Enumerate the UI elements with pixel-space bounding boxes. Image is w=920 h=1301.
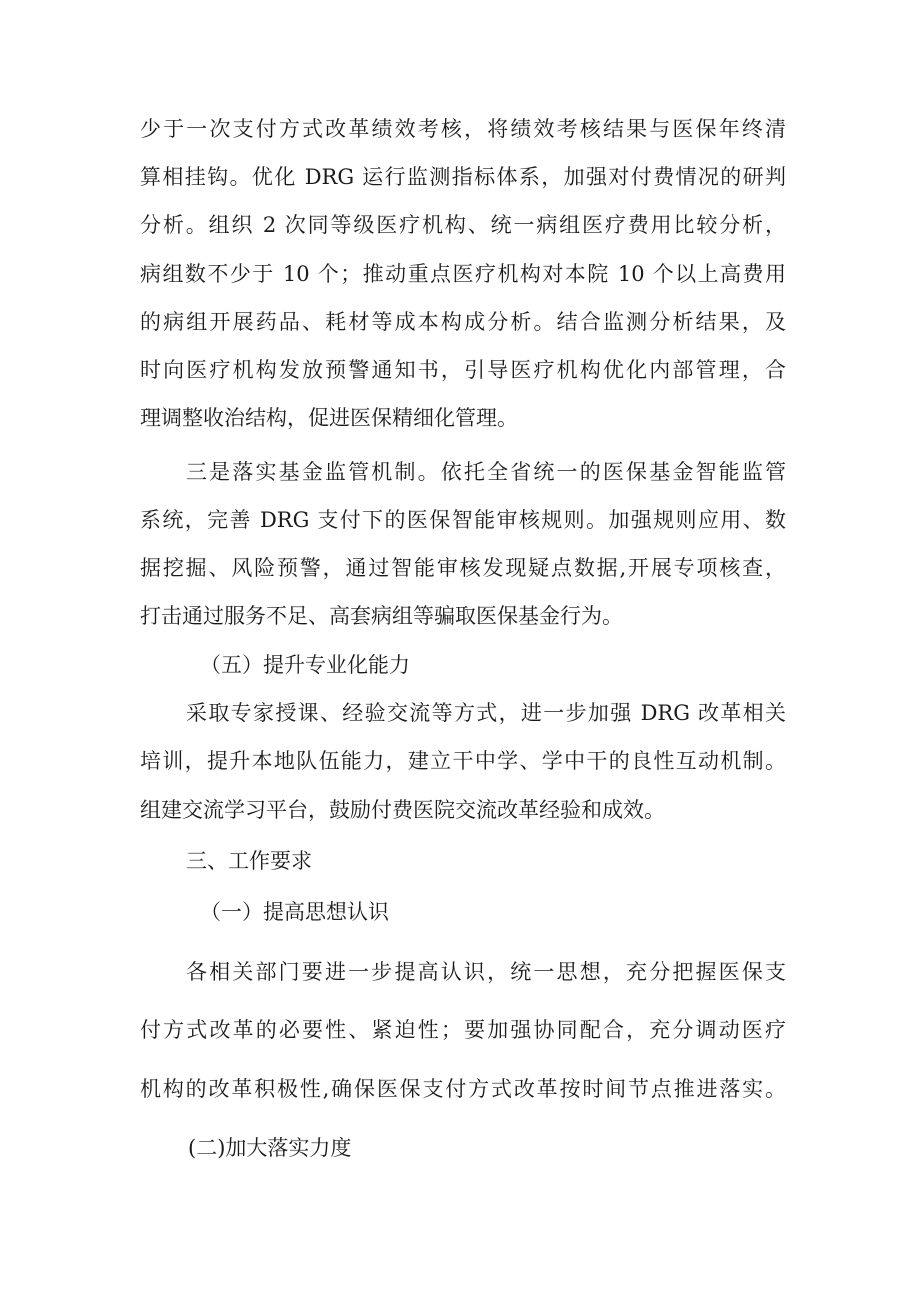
paragraph-4-line-2: 付方式改革的必要性、紧迫性；要加强协同配合，充分调动医疗: [140, 1018, 786, 1042]
section-heading-3: 三、工作要求: [186, 849, 312, 873]
paragraph-1-line-6: 时向医疗机构发放预警通知书，引导医疗机构优化内部管理，合: [140, 358, 786, 382]
section-heading-5: （五）提升专业化能力: [200, 653, 410, 677]
paragraph-1-line-4: 病组数不少于 10 个；推动重点医疗机构对本院 10 个以上高费用: [140, 262, 786, 286]
paragraph-2-line-3: 据挖掘、风险预警，通过智能审核发现疑点数据,开展专项核查，: [140, 556, 786, 580]
paragraph-4-line-1: 各相关部门要进一步提高认识，统一思想，充分把握医保支: [186, 960, 786, 984]
sub-heading-2: (二)加大落实力度: [188, 1136, 352, 1160]
paragraph-2-line-4: 打击通过服务不足、高套病组等骗取医保基金行为。: [140, 604, 623, 628]
sub-heading-1: （一）提高思想认识: [200, 900, 389, 924]
paragraph-3-line-2: 培训，提升本地队伍能力，建立干中学、学中干的良性互动机制。: [140, 749, 786, 773]
paragraph-1-line-5: 的病组开展药品、耗材等成本构成分析。结合监测分析结果，及: [140, 310, 786, 334]
paragraph-3-line-3: 组建交流学习平台，鼓励付费医院交流改革经验和成效。: [140, 798, 665, 822]
paragraph-1-line-7: 理调整收治结构，促进医保精细化管理。: [140, 406, 518, 430]
paragraph-2-line-2: 系统，完善 DRG 支付下的医保智能审核规则。加强规则应用、数: [140, 508, 786, 532]
paragraph-1-line-2: 算相挂钩。优化 DRG 运行监测指标体系，加强对付费情况的研判: [140, 165, 786, 189]
paragraph-2-line-1: 三是落实基金监管机制。依托全省统一的医保基金智能监管: [186, 460, 786, 484]
paragraph-1-line-3: 分析。组织 2 次同等级医疗机构、统一病组医疗费用比较分析，: [140, 213, 786, 237]
paragraph-1-line-1: 少于一次支付方式改革绩效考核，将绩效考核结果与医保年终清: [140, 117, 786, 141]
paragraph-4-line-3: 机构的改革积极性,确保医保支付方式改革按时间节点推进落实。: [140, 1077, 786, 1101]
paragraph-3-line-1: 采取专家授课、经验交流等方式，进一步加强 DRG 改革相关: [186, 701, 786, 725]
